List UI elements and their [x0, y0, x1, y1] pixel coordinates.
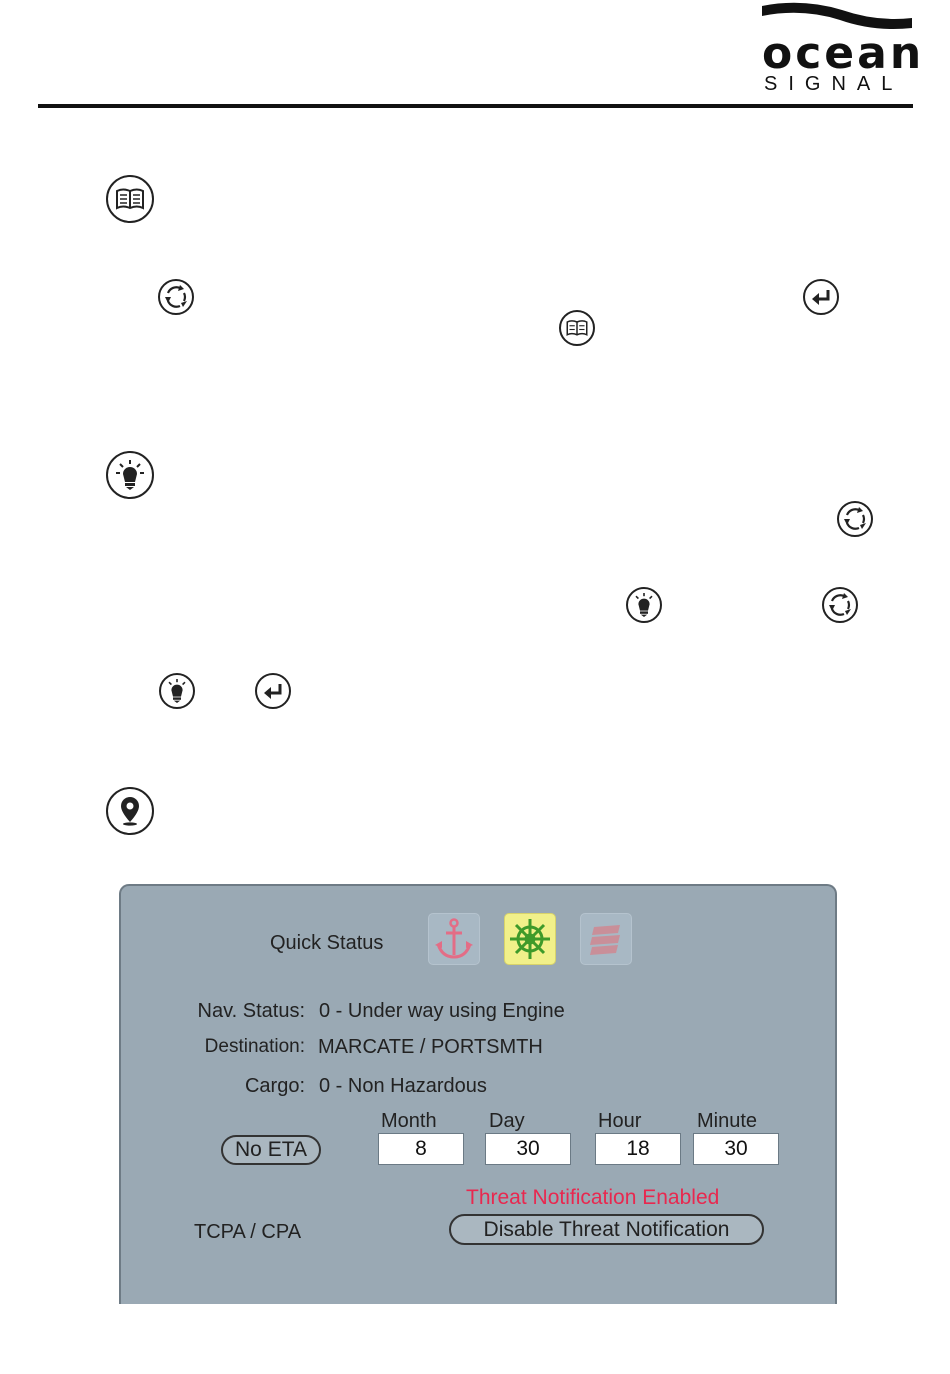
nav-status-label: Nav. Status:: [197, 1000, 305, 1022]
rotary-knob-icon: [158, 279, 194, 315]
tcpa-cpa-label: TCPA / CPA: [194, 1221, 302, 1243]
destination-label: Destination:: [204, 1036, 305, 1057]
rotary-knob-icon: [837, 501, 873, 537]
aground-icon: [586, 919, 626, 959]
eta-month-field[interactable]: 8: [378, 1133, 464, 1165]
enter-arrow-icon: [803, 279, 839, 315]
book-icon: [559, 310, 595, 346]
eta-minute-field[interactable]: 30: [693, 1133, 779, 1165]
destination-value[interactable]: MARCATE / PORTSMTH: [318, 1036, 543, 1058]
underway-status-button[interactable]: [504, 913, 556, 965]
bulb-icon: [106, 451, 154, 499]
cargo-label: Cargo:: [244, 1075, 305, 1097]
enter-arrow-icon: [255, 673, 291, 709]
eta-minute-header: Minute: [697, 1110, 758, 1132]
eta-day-header: Day: [489, 1110, 525, 1132]
eta-month-header: Month: [381, 1110, 437, 1132]
anchor-icon: [434, 917, 474, 961]
nav-status-value[interactable]: 0 - Under way using Engine: [319, 1000, 565, 1022]
quick-status-panel: [119, 884, 837, 1304]
map-pin-icon: [106, 787, 154, 835]
logo-subtitle: SIGNAL: [764, 73, 904, 95]
ships-wheel-icon: [508, 917, 552, 961]
eta-hour-field[interactable]: 18: [595, 1133, 681, 1165]
quick-status-label: Quick Status: [270, 932, 384, 954]
no-eta-button[interactable]: No ETA: [221, 1135, 321, 1165]
aground-status-button[interactable]: [580, 913, 632, 965]
bulb-icon: [159, 673, 195, 709]
anchor-status-button[interactable]: [428, 913, 480, 965]
eta-day-field[interactable]: 30: [485, 1133, 571, 1165]
logo-wordmark: ocean: [762, 28, 925, 79]
book-icon: [106, 175, 154, 223]
threat-status-text: Threat Notification Enabled: [466, 1186, 720, 1209]
rotary-knob-icon: [822, 587, 858, 623]
bulb-icon: [626, 587, 662, 623]
header-rule: [38, 104, 913, 108]
cargo-value[interactable]: 0 - Non Hazardous: [319, 1075, 487, 1097]
eta-hour-header: Hour: [598, 1110, 642, 1132]
disable-threat-notification-button[interactable]: Disable Threat Notification: [449, 1214, 764, 1245]
